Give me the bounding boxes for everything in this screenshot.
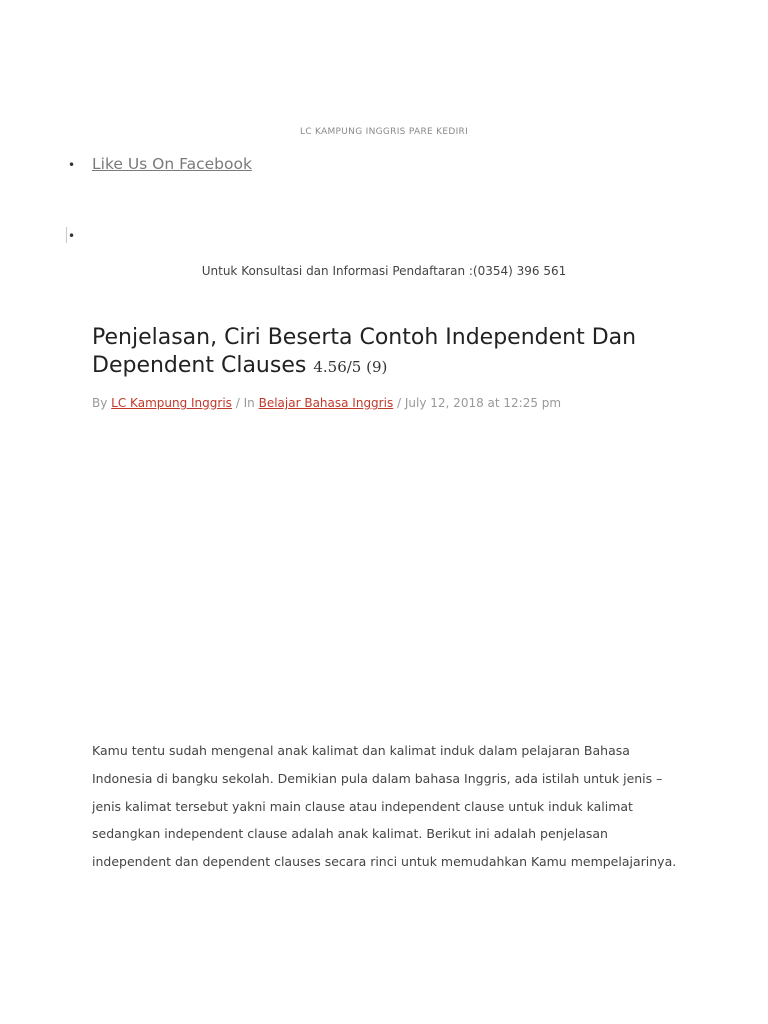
post-body-paragraph: Kamu tentu sudah mengenal anak kalimat dan kalimat induk dalam pelajaran Bahasa Indonesia di bangku sekolah. Demikian pula dalam bahasa Inggris, ada istilah untuk jenis – jenis kalimat tersebut yakni main clause atau independent clause untuk induk kalimat sedangkan independent clause adalah anak kalimat. Berikut ini adalah penjelasan independent dan dependent clauses secara rinci untuk memudahkan Kamu mempelajarinya. [92,743,677,870]
category-link[interactable]: Belajar Bahasa Inggris [258,396,394,410]
like-us-on-facebook-link[interactable]: Like Us On Facebook [92,155,252,173]
meta-in-label: / In [235,396,255,410]
meta-by-label: By [92,396,108,410]
post-date: / July 12, 2018 at 12:25 pm [397,396,562,410]
post-title-text: Penjelasan, Ciri Beserta Contoh Independent Dan Dependent Clauses [92,325,637,378]
post-title [92,324,692,381]
author-link[interactable]: LC Kampung Inggris [111,396,232,410]
site-tagline: LC KAMPUNG INGGRIS PARE KEDIRI [299,127,469,137]
post-meta [92,396,561,410]
bullet-icon: • [68,229,76,243]
contact-info: Untuk Konsultasi dan Informasi Pendaftaran :(0354) 396 561 [201,264,567,278]
post-rating: 4.56/5 (9) [313,358,388,376]
bullet-icon: • [68,158,76,172]
menu-divider [66,227,67,243]
